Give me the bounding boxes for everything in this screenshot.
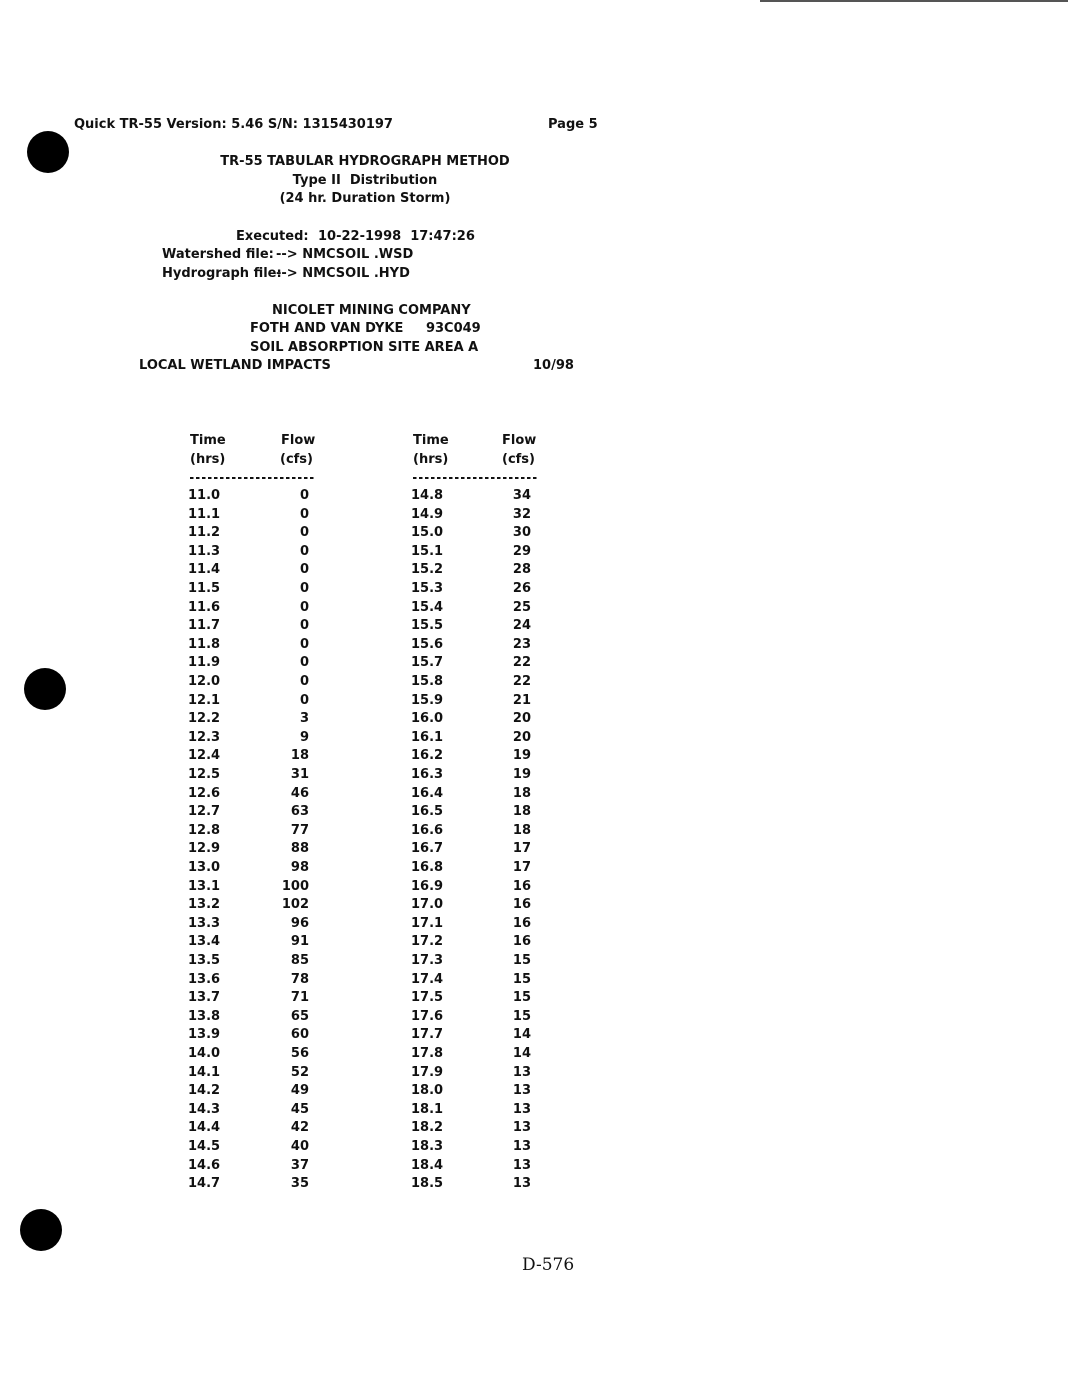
time-cell: 18.5 bbox=[411, 1176, 444, 1192]
table-row bbox=[0, 915, 1068, 934]
time-cell: 16.1 bbox=[411, 729, 444, 745]
time-cell: 15.1 bbox=[411, 543, 444, 559]
flow-cell: 15 bbox=[512, 990, 531, 1006]
time-cell: 17.3 bbox=[411, 953, 444, 968]
time-cell: 15.5 bbox=[411, 618, 444, 634]
company-name: NICOLET MINING COMPANY bbox=[272, 303, 471, 318]
flow-cell: 0 bbox=[299, 581, 309, 596]
time-cell: 15.9 bbox=[411, 692, 444, 708]
table-row bbox=[0, 859, 1068, 878]
flow-cell: 20 bbox=[512, 711, 531, 727]
flow-cell: 3 bbox=[299, 711, 309, 727]
time-cell: 13.7 bbox=[188, 990, 221, 1006]
time-cell: 11.6 bbox=[188, 599, 221, 615]
table-divider-right bbox=[413, 477, 539, 479]
flow-cell: 91 bbox=[290, 934, 309, 950]
flow-cell: 22 bbox=[512, 655, 531, 671]
flow-cell: 20 bbox=[512, 729, 531, 745]
flow-cell: 16 bbox=[512, 934, 531, 950]
time-cell: 17.8 bbox=[411, 1046, 444, 1061]
distribution-type: Type II Distribution bbox=[292, 173, 438, 188]
unit-time-left: (hrs) bbox=[190, 452, 226, 467]
flow-cell: 0 bbox=[299, 655, 309, 671]
time-cell: 13.0 bbox=[188, 860, 221, 875]
flow-cell: 18 bbox=[512, 822, 531, 838]
flow-cell: 40 bbox=[290, 1139, 309, 1154]
flow-cell: 13 bbox=[512, 1139, 531, 1154]
table-row bbox=[0, 524, 1068, 543]
binder-hole bbox=[20, 1209, 62, 1251]
time-cell: 12.0 bbox=[188, 674, 221, 689]
time-cell: 14.1 bbox=[188, 1064, 221, 1080]
flow-cell: 24 bbox=[512, 618, 531, 634]
project-date: 10/98 bbox=[533, 358, 574, 373]
table-row bbox=[0, 487, 1068, 506]
time-cell: 14.5 bbox=[188, 1139, 221, 1154]
flow-cell: 13 bbox=[512, 1120, 531, 1136]
flow-cell: 78 bbox=[290, 971, 309, 987]
flow-cell: 16 bbox=[512, 897, 531, 913]
flow-cell: 16 bbox=[512, 915, 531, 931]
flow-cell: 19 bbox=[512, 748, 531, 764]
table-row bbox=[0, 673, 1068, 692]
flow-cell: 100 bbox=[281, 878, 309, 894]
table-row bbox=[0, 1157, 1068, 1176]
flow-cell: 85 bbox=[290, 953, 309, 968]
table-row bbox=[0, 599, 1068, 618]
flow-cell: 37 bbox=[290, 1157, 309, 1173]
time-cell: 12.4 bbox=[188, 748, 221, 764]
table-row bbox=[0, 1175, 1068, 1194]
time-cell: 16.2 bbox=[411, 748, 444, 764]
time-cell: 17.4 bbox=[411, 971, 444, 987]
flow-cell: 0 bbox=[299, 506, 309, 522]
time-cell: 15.8 bbox=[411, 674, 444, 689]
flow-cell: 71 bbox=[290, 990, 309, 1006]
watershed-label: Watershed file: bbox=[162, 247, 274, 262]
table-row bbox=[0, 766, 1068, 785]
flow-cell: 21 bbox=[512, 692, 531, 708]
flow-cell: 102 bbox=[281, 897, 309, 913]
page-number: Page 5 bbox=[548, 117, 598, 132]
flow-cell: 77 bbox=[290, 822, 309, 838]
time-cell: 16.5 bbox=[411, 804, 444, 820]
table-row bbox=[0, 729, 1068, 748]
flow-cell: 16 bbox=[512, 878, 531, 894]
time-cell: 11.9 bbox=[188, 655, 221, 671]
table-row bbox=[0, 840, 1068, 859]
flow-cell: 88 bbox=[290, 841, 309, 857]
flow-cell: 15 bbox=[512, 953, 531, 968]
table-row bbox=[0, 636, 1068, 655]
header-time-right: Time bbox=[413, 433, 449, 448]
time-cell: 17.0 bbox=[411, 897, 444, 913]
site-name: SOIL ABSORPTION SITE AREA A bbox=[250, 340, 479, 355]
flow-cell: 22 bbox=[512, 674, 531, 689]
table-row bbox=[0, 785, 1068, 804]
flow-cell: 17 bbox=[512, 860, 531, 875]
method-title: TR-55 TABULAR HYDROGRAPH METHOD bbox=[220, 154, 510, 169]
time-cell: 11.4 bbox=[188, 562, 221, 578]
flow-cell: 49 bbox=[290, 1083, 309, 1099]
table-row bbox=[0, 1064, 1068, 1083]
time-cell: 12.2 bbox=[188, 711, 221, 727]
flow-cell: 14 bbox=[512, 1027, 531, 1043]
time-cell: 16.9 bbox=[411, 878, 444, 894]
time-cell: 12.8 bbox=[188, 822, 221, 838]
table-row bbox=[0, 692, 1068, 711]
time-cell: 13.3 bbox=[188, 915, 221, 931]
time-cell: 14.2 bbox=[188, 1083, 221, 1099]
header-flow-right: Flow bbox=[502, 433, 537, 448]
program-version: Quick TR-55 Version: 5.46 S/N: 1315430197 bbox=[74, 117, 393, 132]
flow-cell: 18 bbox=[290, 748, 309, 764]
executed-value: 10-22-1998 17:47:26 bbox=[318, 229, 475, 244]
table-row bbox=[0, 1101, 1068, 1120]
flow-cell: 34 bbox=[512, 488, 531, 503]
time-cell: 17.9 bbox=[411, 1064, 444, 1080]
flow-cell: 19 bbox=[512, 767, 531, 782]
time-cell: 13.4 bbox=[188, 934, 221, 950]
binder-hole bbox=[27, 131, 69, 173]
time-cell: 15.6 bbox=[411, 636, 444, 652]
flow-cell: 13 bbox=[512, 1064, 531, 1080]
storm-duration: (24 hr. Duration Storm) bbox=[279, 191, 451, 206]
time-cell: 17.1 bbox=[411, 915, 444, 931]
time-cell: 16.6 bbox=[411, 822, 444, 838]
flow-cell: 56 bbox=[290, 1046, 309, 1061]
time-cell: 18.2 bbox=[411, 1120, 444, 1136]
time-cell: 16.0 bbox=[411, 711, 444, 727]
time-cell: 12.6 bbox=[188, 785, 221, 801]
table-row bbox=[0, 747, 1068, 766]
time-cell: 14.7 bbox=[188, 1176, 221, 1192]
time-cell: 15.2 bbox=[411, 562, 444, 578]
flow-cell: 13 bbox=[512, 1157, 531, 1173]
table-row bbox=[0, 989, 1068, 1008]
table-row bbox=[0, 617, 1068, 636]
table-row bbox=[0, 952, 1068, 971]
flow-cell: 9 bbox=[299, 729, 309, 745]
flow-cell: 13 bbox=[512, 1083, 531, 1099]
unit-flow-left: (cfs) bbox=[280, 452, 313, 467]
time-cell: 11.8 bbox=[188, 636, 221, 652]
flow-cell: 46 bbox=[290, 785, 309, 801]
time-cell: 14.0 bbox=[188, 1046, 221, 1061]
hydrograph-value: --> NMCSOIL .HYD bbox=[276, 266, 410, 281]
time-cell: 15.0 bbox=[411, 525, 444, 541]
consultant-name: FOTH AND VAN DYKE 93C049 bbox=[250, 321, 481, 336]
table-row bbox=[0, 506, 1068, 525]
flow-cell: 29 bbox=[512, 543, 531, 559]
table-row bbox=[0, 654, 1068, 673]
time-cell: 16.8 bbox=[411, 860, 444, 875]
flow-cell: 0 bbox=[299, 618, 309, 634]
flow-cell: 0 bbox=[299, 599, 309, 615]
table-row bbox=[0, 803, 1068, 822]
flow-cell: 17 bbox=[512, 841, 531, 857]
flow-cell: 28 bbox=[512, 562, 531, 578]
time-cell: 13.1 bbox=[188, 878, 221, 894]
time-cell: 13.6 bbox=[188, 971, 221, 987]
flow-cell: 0 bbox=[299, 674, 309, 689]
time-cell: 16.3 bbox=[411, 767, 444, 782]
flow-cell: 98 bbox=[290, 860, 309, 875]
time-cell: 13.9 bbox=[188, 1027, 221, 1043]
table-row bbox=[0, 1138, 1068, 1157]
time-cell: 14.4 bbox=[188, 1120, 221, 1136]
time-cell: 18.1 bbox=[411, 1101, 444, 1117]
time-cell: 18.0 bbox=[411, 1083, 444, 1099]
table-divider-left bbox=[190, 477, 316, 479]
time-cell: 17.5 bbox=[411, 990, 444, 1006]
table-row bbox=[0, 933, 1068, 952]
flow-cell: 13 bbox=[512, 1176, 531, 1192]
flow-cell: 15 bbox=[512, 1008, 531, 1024]
time-cell: 12.5 bbox=[188, 767, 221, 782]
table-row bbox=[0, 971, 1068, 990]
time-cell: 14.9 bbox=[411, 506, 444, 522]
flow-cell: 30 bbox=[512, 525, 531, 541]
flow-cell: 0 bbox=[299, 692, 309, 708]
time-cell: 13.8 bbox=[188, 1008, 221, 1024]
unit-time-right: (hrs) bbox=[413, 452, 449, 467]
time-cell: 14.6 bbox=[188, 1157, 221, 1173]
time-cell: 12.7 bbox=[188, 804, 221, 820]
flow-cell: 45 bbox=[290, 1101, 309, 1117]
flow-cell: 32 bbox=[512, 506, 531, 522]
flow-cell: 31 bbox=[290, 767, 309, 782]
header-flow-left: Flow bbox=[281, 433, 316, 448]
header-time-left: Time bbox=[190, 433, 226, 448]
time-cell: 12.1 bbox=[188, 692, 221, 708]
table-row bbox=[0, 1026, 1068, 1045]
flow-cell: 15 bbox=[512, 971, 531, 987]
flow-cell: 0 bbox=[299, 488, 309, 503]
time-cell: 11.0 bbox=[188, 488, 221, 503]
time-cell: 15.4 bbox=[411, 599, 444, 615]
executed-label: Executed: bbox=[236, 229, 309, 244]
flow-cell: 35 bbox=[290, 1176, 309, 1192]
flow-cell: 60 bbox=[290, 1027, 309, 1043]
time-cell: 17.7 bbox=[411, 1027, 444, 1043]
flow-cell: 0 bbox=[299, 525, 309, 541]
table-row bbox=[0, 878, 1068, 897]
time-cell: 15.3 bbox=[411, 581, 444, 596]
table-row bbox=[0, 543, 1068, 562]
table-row bbox=[0, 710, 1068, 729]
flow-cell: 65 bbox=[290, 1008, 309, 1024]
watershed-value: --> NMCSOIL .WSD bbox=[276, 247, 414, 262]
flow-cell: 0 bbox=[299, 636, 309, 652]
time-cell: 14.3 bbox=[188, 1101, 221, 1117]
page-id: D-576 bbox=[522, 1255, 575, 1275]
time-cell: 14.8 bbox=[411, 488, 444, 503]
flow-cell: 18 bbox=[512, 785, 531, 801]
table-row bbox=[0, 1045, 1068, 1064]
time-cell: 18.3 bbox=[411, 1139, 444, 1154]
flow-cell: 14 bbox=[512, 1046, 531, 1061]
table-row bbox=[0, 1082, 1068, 1101]
flow-cell: 26 bbox=[512, 581, 531, 596]
time-cell: 11.2 bbox=[188, 525, 221, 541]
time-cell: 11.7 bbox=[188, 618, 221, 634]
table-row bbox=[0, 580, 1068, 599]
time-cell: 18.4 bbox=[411, 1157, 444, 1173]
time-cell: 11.1 bbox=[188, 506, 221, 522]
time-cell: 15.7 bbox=[411, 655, 444, 671]
table-row bbox=[0, 822, 1068, 841]
table-row bbox=[0, 896, 1068, 915]
time-cell: 17.2 bbox=[411, 934, 444, 950]
time-cell: 13.2 bbox=[188, 897, 221, 913]
flow-cell: 13 bbox=[512, 1101, 531, 1117]
project-description: LOCAL WETLAND IMPACTS bbox=[139, 358, 331, 373]
time-cell: 11.3 bbox=[188, 543, 221, 559]
hydrograph-label: Hydrograph file: bbox=[162, 266, 282, 281]
table-row bbox=[0, 1119, 1068, 1138]
flow-cell: 0 bbox=[299, 562, 309, 578]
flow-cell: 18 bbox=[512, 804, 531, 820]
flow-cell: 0 bbox=[299, 543, 309, 559]
time-cell: 16.4 bbox=[411, 785, 444, 801]
time-cell: 13.5 bbox=[188, 953, 221, 968]
time-cell: 12.3 bbox=[188, 729, 221, 745]
time-cell: 11.5 bbox=[188, 581, 221, 596]
flow-cell: 42 bbox=[290, 1120, 309, 1136]
time-cell: 12.9 bbox=[188, 841, 221, 857]
time-cell: 16.7 bbox=[411, 841, 444, 857]
time-cell: 17.6 bbox=[411, 1008, 444, 1024]
flow-cell: 96 bbox=[290, 915, 309, 931]
unit-flow-right: (cfs) bbox=[502, 452, 535, 467]
table-row bbox=[0, 1008, 1068, 1027]
flow-cell: 52 bbox=[290, 1064, 309, 1080]
scan-edge-line bbox=[760, 0, 1068, 2]
table-row bbox=[0, 561, 1068, 580]
flow-cell: 63 bbox=[290, 804, 309, 820]
flow-cell: 23 bbox=[512, 636, 531, 652]
flow-cell: 25 bbox=[512, 599, 531, 615]
